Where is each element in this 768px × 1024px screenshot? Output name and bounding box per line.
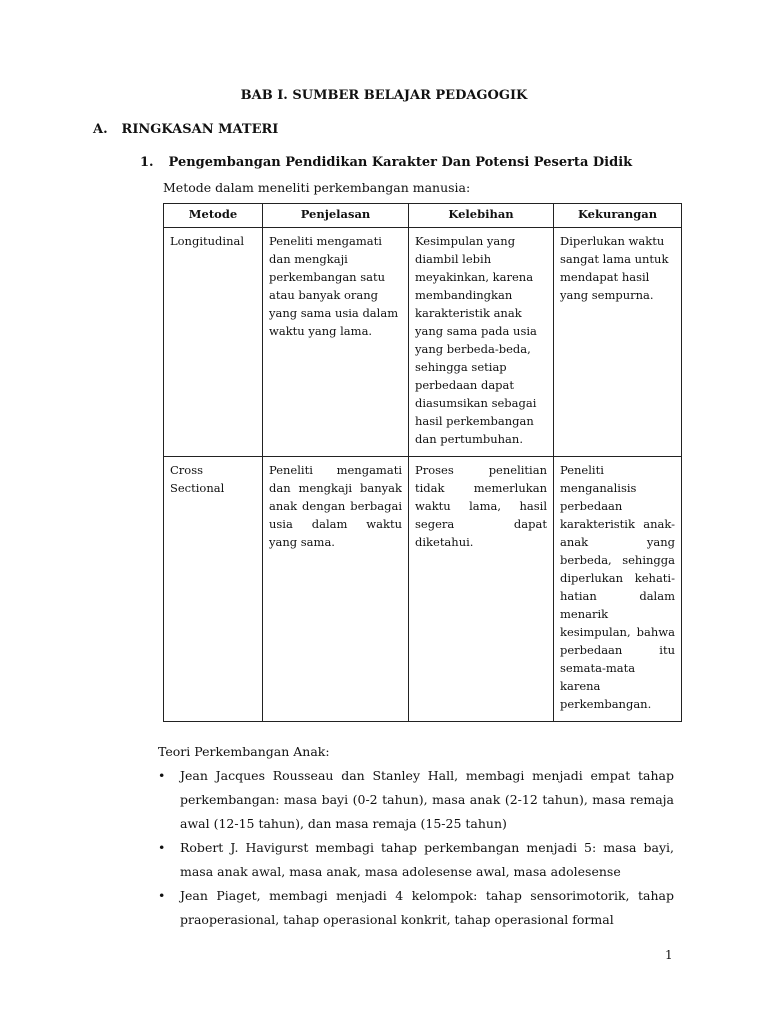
- chapter-title: BAB I. SUMBER BELAJAR PEDAGOGIK: [240, 88, 528, 103]
- section-title: RINGKASAN MATERI: [121, 122, 279, 137]
- table-header-row: [164, 204, 682, 228]
- intro-text: Metode dalam meneliti perkembangan manusia:: [163, 180, 471, 195]
- cell-kelebihan: Proses penelitian tidak memerlukan waktu lama, hasil segera dapat diketahui.: [409, 457, 554, 722]
- list-item: [158, 884, 674, 932]
- subsection-heading: [140, 155, 632, 170]
- theory-text: Robert J. Havigurst membagi tahap perkembangan menjadi 5: masa bayi, masa anak awal, masa anak, masa adolesense awal, masa adolesense: [180, 840, 674, 879]
- cell-penjelasan: Peneliti mengamati dan mengkaji banyak anak dengan berbagai usia dalam waktu yang sama.: [263, 457, 409, 722]
- cell-kekurangan: Diperlukan waktu sangat lama untuk mendapat hasil yang sempurna.: [554, 228, 682, 457]
- subsection-number: 1.: [140, 155, 154, 170]
- table-row: [164, 228, 682, 457]
- list-item: [158, 836, 674, 884]
- table-row: [164, 457, 682, 722]
- bullet-icon: •: [158, 888, 166, 903]
- bullet-icon: •: [158, 768, 166, 783]
- list-item: [158, 764, 674, 836]
- page-number: 1: [665, 948, 673, 962]
- cell-metode: Longitudinal: [164, 228, 263, 457]
- cell-kelebihan: Kesimpulan yang diambil lebih meyakinkan, karena membandingkan karakteristik anak yang sama pada usia yang berbeda-beda, sehingga setiap perbedaan dapat diasumsikan sebagai hasil perkembangan dan pertumbuhan.: [409, 228, 554, 457]
- subsection-title: Pengembangan Pendidikan Karakter Dan Potensi Peserta Didik: [168, 155, 633, 170]
- theory-heading: Teori Perkembangan Anak:: [158, 744, 330, 759]
- theory-text: Jean Jacques Rousseau dan Stanley Hall, membagi menjadi empat tahap perkembangan: masa bayi (0-2 tahun), masa anak (2-12 tahun), masa remaja awal (12-15 tahun), dan masa remaja (15-25 tahun): [180, 768, 674, 831]
- cell-kekurangan: Peneliti menganalisis perbedaan karakteristik anak-anak yang berbeda, sehingga diperlukan kehati-hatian dalam menarik kesimpulan, bahwa perbedaan itu semata-mata karena perkembangan.: [554, 457, 682, 722]
- header-kekurangan: Kekurangan: [554, 204, 682, 228]
- methods-table: [163, 203, 682, 722]
- bullet-icon: •: [158, 840, 166, 855]
- header-metode: Metode: [164, 204, 263, 228]
- cell-penjelasan: Peneliti mengamati dan mengkaji perkembangan satu atau banyak orang yang sama usia dalam waktu yang lama.: [263, 228, 409, 457]
- theory-text: Jean Piaget, membagi menjadi 4 kelompok: tahap sensorimotorik, tahap praoperasional, tahap operasional konkrit, tahap operasional formal: [180, 888, 674, 927]
- theory-list: [158, 764, 674, 932]
- header-kelebihan: Kelebihan: [409, 204, 554, 228]
- section-heading: [93, 122, 278, 137]
- header-penjelasan: Penjelasan: [263, 204, 409, 228]
- section-number: A.: [93, 122, 108, 137]
- cell-metode: Cross Sectional: [164, 457, 263, 722]
